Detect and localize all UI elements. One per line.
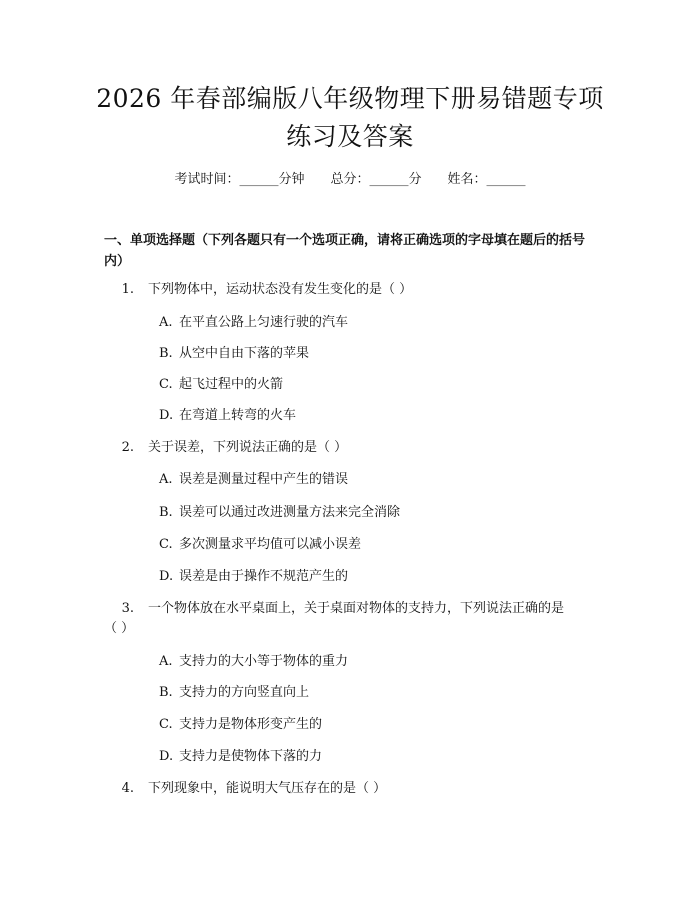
question-text: （ ）: [104, 621, 135, 636]
option-text: 支持力的方向竖直向上: [179, 685, 310, 700]
document-title-line-1: 2026 年春部编版八年级物理下册易错题专项: [96, 84, 604, 113]
option-letter: B.: [159, 685, 173, 700]
option-letter: D.: [159, 569, 174, 584]
question-number: 3.: [121, 601, 134, 616]
option-item: [159, 470, 599, 490]
option-text: 误差是由于操作不规范产生的: [179, 569, 349, 584]
question-3: [104, 599, 604, 619]
option-letter: C.: [159, 377, 173, 392]
option-item: [159, 344, 599, 364]
question-number: 1.: [121, 282, 134, 297]
option-item: [159, 747, 599, 767]
question-text: 下列现象中，能说明大气压存在的是（ ）: [148, 781, 387, 796]
question-4: [104, 779, 604, 799]
question-3-continuation: [104, 619, 604, 639]
option-text: 从空中自由下落的苹果: [179, 346, 310, 361]
option-text: 在弯道上转弯的火车: [179, 408, 297, 423]
option-letter: A.: [159, 472, 173, 487]
option-text: 支持力是使物体下落的力: [179, 749, 323, 764]
option-text: 在平直公路上匀速行驶的汽车: [179, 315, 349, 330]
section-heading: 一、单项选择题（下列各题只有一个选项正确，请将正确选项的字母填在题后的括号内）: [104, 233, 586, 269]
question-text: 一个物体放在水平桌面上，关于桌面对物体的支持力，下列说法正确的是: [148, 601, 565, 616]
option-text: 支持力是物体形变产生的: [179, 717, 323, 732]
option-letter: D.: [159, 408, 174, 423]
question-text: 关于误差，下列说法正确的是（ ）: [148, 440, 348, 455]
question-2: [104, 438, 604, 458]
option-item: [159, 375, 599, 395]
option-letter: D.: [159, 749, 174, 764]
option-item: [159, 683, 599, 703]
option-item: [159, 503, 599, 523]
option-item: [159, 313, 599, 333]
option-item: [159, 535, 599, 555]
option-item: [159, 652, 599, 672]
document-title-line-2: 练习及答案: [286, 122, 414, 151]
option-letter: C.: [159, 537, 173, 552]
option-text: 误差是测量过程中产生的错误: [179, 472, 349, 487]
student-name-field: 姓名：______: [447, 172, 526, 187]
option-text: 支持力的大小等于物体的重力: [179, 654, 349, 669]
question-number: 2.: [121, 440, 134, 455]
total-score-field: 总分：______分: [330, 172, 422, 187]
option-letter: A.: [159, 654, 173, 669]
option-text: 多次测量求平均值可以减小误差: [179, 537, 362, 552]
option-letter: B.: [159, 346, 173, 361]
option-text: 误差可以通过改进测量方法来完全消除: [179, 505, 401, 520]
option-item: [159, 406, 599, 426]
option-text: 起飞过程中的火箭: [179, 377, 284, 392]
question-1: [104, 280, 604, 300]
exam-time-field: 考试时间：______分钟: [174, 172, 305, 187]
option-item: [159, 567, 599, 587]
exam-info-line: [0, 168, 700, 187]
option-letter: A.: [159, 315, 173, 330]
option-letter: C.: [159, 717, 173, 732]
option-letter: B.: [159, 505, 173, 520]
option-item: [159, 715, 599, 735]
question-number: 4.: [121, 781, 134, 796]
question-text: 下列物体中，运动状态没有发生变化的是（ ）: [148, 282, 413, 297]
